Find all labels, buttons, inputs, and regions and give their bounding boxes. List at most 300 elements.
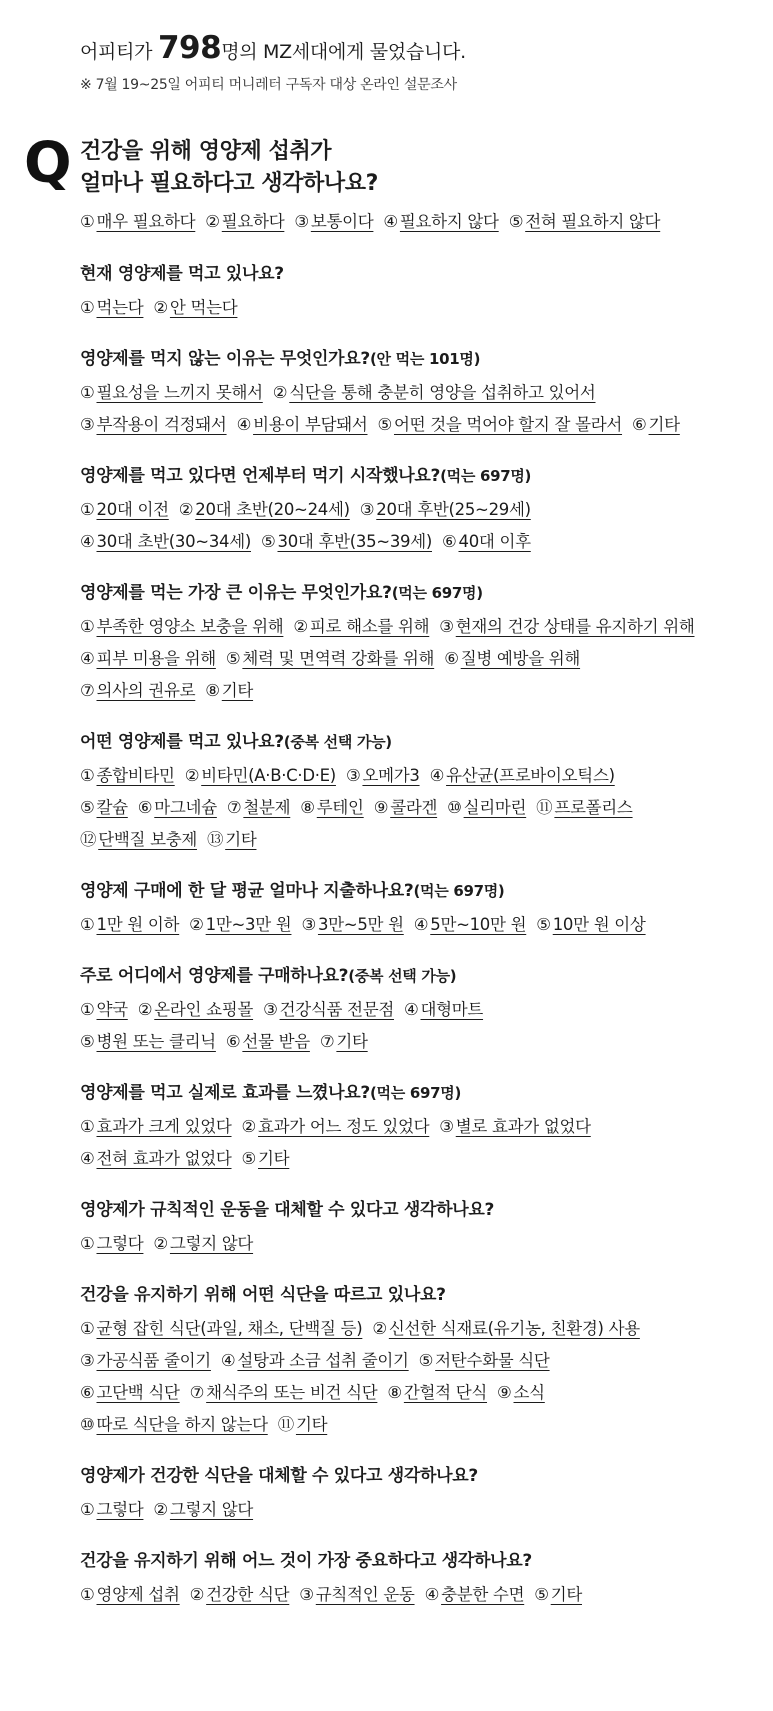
option-line (80, 611, 770, 643)
option-line (80, 1409, 770, 1441)
question-subnote: (중복 선택 가능) (283, 733, 392, 751)
option-number: ③ (359, 500, 375, 519)
option-number: ④ (80, 1149, 95, 1168)
question-title (80, 136, 770, 200)
option-label: 고단백 식단 (96, 1383, 180, 1402)
answer-option[interactable] (442, 526, 531, 558)
answer-option[interactable] (80, 1345, 211, 1377)
option-list (80, 1494, 770, 1526)
option-label: 그렇다 (96, 1500, 144, 1519)
question-title (80, 262, 770, 286)
answer-option[interactable] (263, 994, 394, 1026)
option-number: ① (80, 1319, 95, 1338)
option-list (80, 1313, 770, 1441)
option-number: ② (178, 500, 194, 519)
option-label: 건강한 식단 (206, 1585, 290, 1604)
answer-option[interactable] (226, 643, 434, 675)
answer-option[interactable] (80, 824, 197, 856)
option-number: ② (205, 212, 220, 231)
answer-option[interactable] (242, 1111, 430, 1143)
option-label: 그렇지 않다 (169, 1234, 254, 1253)
option-label: 피부 미용을 위해 (96, 649, 216, 668)
option-list (80, 909, 770, 941)
answer-option[interactable] (153, 292, 237, 324)
question-text: 주로 어디에서 영양제를 구매하나요? (80, 966, 349, 986)
answer-option[interactable] (80, 643, 216, 675)
option-number: ① (80, 383, 95, 402)
option-label: 1만 원 이하 (96, 915, 180, 934)
option-number: ⑤ (534, 1585, 549, 1604)
answer-option[interactable] (80, 526, 251, 558)
question-block (80, 1081, 770, 1175)
question-text: 건강을 유지하기 위해 어떤 식단을 따르고 있나요? (80, 1285, 446, 1305)
question-text: 현재 영양제를 먹고 있나요? (80, 264, 284, 284)
answer-option[interactable] (190, 1377, 378, 1409)
answer-option[interactable] (273, 377, 596, 409)
answer-option[interactable] (80, 494, 169, 526)
option-label: 10만 원 이상 (552, 915, 646, 934)
option-label: 피로 해소를 위해 (309, 617, 430, 636)
option-label: 기타 (295, 1415, 328, 1434)
question-title (80, 1283, 770, 1307)
option-label: 가공식품 줄이기 (96, 1351, 211, 1370)
option-label: 루테인 (316, 798, 364, 817)
option-number: ① (80, 1117, 95, 1136)
answer-option[interactable] (293, 611, 429, 643)
question-title (80, 581, 770, 605)
answer-option[interactable] (299, 1579, 414, 1611)
option-number: ⑬ (206, 830, 224, 849)
option-number: ② (372, 1319, 387, 1338)
answer-option[interactable] (447, 792, 526, 824)
question-block (80, 581, 770, 707)
option-label: 체력 및 면역력 강화를 위해 (242, 649, 435, 668)
answer-option[interactable] (632, 409, 680, 441)
option-number: ⑤ (225, 649, 241, 668)
answer-option[interactable] (425, 1579, 525, 1611)
option-label: 오메가3 (362, 766, 420, 785)
option-list (80, 206, 770, 238)
option-label: 철분제 (243, 798, 291, 817)
option-number: ⑧ (300, 798, 315, 817)
option-number: ② (153, 1500, 168, 1519)
option-line (80, 643, 770, 675)
option-line (80, 675, 770, 707)
option-label: 콜라겐 (390, 798, 438, 817)
question-block (80, 1198, 770, 1260)
answer-option[interactable] (80, 377, 263, 409)
answer-option[interactable] (80, 1579, 180, 1611)
option-line (80, 792, 770, 824)
option-number: ② (184, 766, 200, 785)
answer-option[interactable] (185, 760, 336, 792)
option-number: ⑨ (497, 1383, 512, 1402)
option-label: 칼슘 (96, 798, 128, 817)
option-number: ④ (403, 1000, 419, 1019)
q-mark-logo: Q (24, 131, 72, 196)
option-number: ① (80, 1000, 95, 1019)
option-list (80, 494, 770, 558)
answer-option[interactable] (278, 1409, 327, 1441)
question-text: 영양제를 먹지 않는 이유는 무엇인가요? (80, 349, 370, 369)
option-line (80, 206, 770, 238)
option-label: 대형마트 (420, 1000, 484, 1019)
answer-option[interactable] (226, 1026, 310, 1058)
answer-option[interactable] (227, 792, 290, 824)
answer-option[interactable] (261, 526, 432, 558)
option-label: 기타 (221, 681, 254, 700)
option-number: ③ (301, 915, 316, 934)
option-number: ④ (236, 415, 252, 434)
answer-option[interactable] (497, 1377, 545, 1409)
answer-option[interactable] (179, 494, 350, 526)
option-label: 안 먹는다 (169, 298, 238, 317)
question-title (80, 1464, 770, 1488)
option-label: 별로 효과가 없었다 (455, 1117, 591, 1136)
question-text: 영양제를 먹고 실제로 효과를 느꼈나요? (80, 1083, 370, 1103)
option-number: ① (80, 766, 95, 785)
option-line (80, 494, 770, 526)
answer-option[interactable] (153, 1228, 253, 1260)
question-subnote: (먹는 697명) (370, 1084, 462, 1102)
option-line (80, 994, 770, 1026)
answer-option[interactable] (242, 1143, 290, 1175)
question-block (80, 1283, 770, 1441)
option-number: ① (80, 915, 95, 934)
answer-option[interactable] (300, 792, 363, 824)
option-number: ② (189, 915, 204, 934)
option-label: 필요하다 (221, 212, 285, 231)
option-label: 20대 초반(20~24세) (195, 500, 350, 519)
option-label: 종합비타민 (96, 766, 175, 785)
option-line (80, 292, 770, 324)
option-number: ② (272, 383, 288, 402)
option-label: 필요하지 않다 (399, 212, 499, 231)
option-line (80, 760, 770, 792)
answer-option[interactable] (189, 909, 291, 941)
option-number: ④ (413, 915, 429, 934)
answer-option[interactable] (377, 409, 622, 441)
answer-option[interactable] (80, 1143, 232, 1175)
option-label: 효과가 크게 있었다 (96, 1117, 232, 1136)
option-label: 약국 (96, 1000, 128, 1019)
option-label: 신선한 식재료(유기농, 친환경) 사용 (388, 1319, 640, 1338)
option-line (80, 1313, 770, 1345)
option-label: 비타민(A·B·C·D·E) (201, 766, 336, 785)
option-label: 효과가 어느 정도 있었다 (258, 1117, 430, 1136)
answer-option[interactable] (301, 909, 403, 941)
answer-option[interactable] (237, 409, 368, 441)
option-number: ⑤ (377, 415, 392, 434)
question-list (80, 136, 770, 1634)
option-label: 매우 필요하다 (96, 212, 196, 231)
option-label: 어떤 것을 먹어야 할지 잘 몰라서 (393, 415, 623, 434)
answer-option[interactable] (80, 1228, 143, 1260)
answer-option[interactable] (80, 1409, 268, 1441)
answer-option[interactable] (80, 909, 179, 941)
answer-option[interactable] (419, 1345, 550, 1377)
answer-option[interactable] (80, 1026, 216, 1058)
option-label: 기타 (550, 1585, 582, 1604)
question-block (80, 136, 770, 238)
option-line (80, 909, 770, 941)
option-number: ③ (294, 212, 309, 231)
survey-header (80, 28, 466, 94)
question-text: 영양제 구매에 한 달 평균 얼마나 지출하나요? (80, 881, 414, 901)
option-number: ⑤ (536, 915, 551, 934)
answer-option[interactable] (439, 611, 694, 643)
question-block (80, 730, 770, 856)
answer-option[interactable] (509, 206, 661, 238)
option-line (80, 824, 770, 856)
option-number: ⑪ (277, 1415, 294, 1434)
answer-option[interactable] (294, 206, 373, 238)
option-number: ⑥ (632, 415, 647, 434)
option-number: ③ (80, 1351, 95, 1370)
option-line (80, 1143, 770, 1175)
option-number: ⑥ (442, 532, 457, 551)
option-list (80, 760, 770, 856)
option-list (80, 292, 770, 324)
option-label: 영양제 섭취 (96, 1585, 180, 1604)
option-number: ⑪ (536, 798, 553, 817)
option-number: ① (80, 500, 95, 519)
headline-suffix: 명의 MZ세대에게 물었습니다. (221, 41, 466, 63)
answer-option[interactable] (80, 206, 195, 238)
option-label: 기타 (225, 830, 257, 849)
option-label: 충분한 수면 (441, 1585, 525, 1604)
option-number: ④ (80, 532, 95, 551)
option-label: 의사의 권유로 (96, 681, 196, 700)
answer-option[interactable] (80, 292, 143, 324)
option-list (80, 994, 770, 1058)
answer-option[interactable] (205, 206, 284, 238)
option-number: ⑦ (80, 681, 95, 700)
option-line (80, 1579, 770, 1611)
question-title (80, 347, 770, 371)
answer-option[interactable] (372, 1313, 640, 1345)
answer-option[interactable] (80, 1111, 232, 1143)
question-text: 영양제가 건강한 식단을 대체할 수 있다고 생각하나요? (80, 1466, 478, 1486)
option-number: ④ (424, 1585, 440, 1604)
question-title (80, 1198, 770, 1222)
answer-option[interactable] (383, 206, 498, 238)
option-number: ④ (80, 649, 95, 668)
option-label: 기타 (648, 415, 680, 434)
question-title (80, 1081, 770, 1105)
option-label: 필요성을 느끼지 못해서 (96, 383, 263, 402)
answer-option[interactable] (360, 494, 531, 526)
answer-option[interactable] (404, 994, 483, 1026)
answer-option[interactable] (536, 792, 632, 824)
option-line (80, 409, 770, 441)
answer-option[interactable] (80, 760, 175, 792)
option-label: 병원 또는 클리닉 (96, 1032, 216, 1051)
option-number: ⑦ (189, 1383, 205, 1402)
answer-option[interactable] (190, 1579, 290, 1611)
option-label: 건강식품 전문점 (279, 1000, 394, 1019)
option-number: ⑦ (226, 798, 242, 817)
answer-option[interactable] (439, 1111, 591, 1143)
option-label: 기타 (258, 1149, 290, 1168)
question-block (80, 347, 770, 441)
answer-option[interactable] (205, 675, 253, 707)
option-number: ① (80, 298, 95, 317)
option-list (80, 1579, 770, 1611)
option-number: ① (80, 1234, 95, 1253)
option-number: ⑤ (261, 532, 276, 551)
question-title (80, 464, 770, 488)
option-label: 20대 후반(25~29세) (376, 500, 531, 519)
option-number: ⑥ (80, 1383, 95, 1402)
option-label: 먹는다 (96, 298, 144, 317)
question-block (80, 964, 770, 1058)
answer-option[interactable] (80, 994, 128, 1026)
option-number: ③ (439, 617, 454, 636)
respondent-count: 798 (157, 30, 222, 66)
question-text: 건강을 유지하기 위해 어느 것이 가장 중요하다고 생각하나요? (80, 1551, 532, 1571)
answer-option[interactable] (153, 1494, 253, 1526)
answer-option[interactable] (207, 824, 256, 856)
option-label: 균형 잡힌 식단(과일, 채소, 단백질 등) (96, 1319, 363, 1338)
answer-option[interactable] (138, 792, 217, 824)
survey-note: ※ 7월 19~25일 어피티 머니레터 구독자 대상 온라인 설문조사 (80, 77, 457, 93)
option-number: ④ (429, 766, 445, 785)
option-list (80, 1111, 770, 1175)
answer-option[interactable] (80, 675, 195, 707)
option-number: ② (241, 1117, 257, 1136)
answer-option[interactable] (534, 1579, 582, 1611)
answer-option[interactable] (430, 760, 615, 792)
answer-option[interactable] (80, 611, 283, 643)
answer-option[interactable] (80, 1313, 362, 1345)
question-title-line: 얼마나 필요하다고 생각하나요? (80, 171, 378, 196)
option-number: ③ (80, 415, 95, 434)
option-label: 전혀 필요하지 않다 (525, 212, 661, 231)
option-label: 그렇다 (96, 1234, 144, 1253)
option-label: 선물 받음 (242, 1032, 310, 1051)
option-list (80, 611, 770, 707)
option-number: ③ (299, 1585, 314, 1604)
question-block (80, 262, 770, 324)
option-number: ④ (220, 1351, 236, 1370)
headline (80, 28, 466, 72)
answer-option[interactable] (80, 409, 227, 441)
question-title (80, 964, 770, 988)
option-number: ① (80, 617, 95, 636)
option-number: ⑥ (444, 649, 459, 668)
option-label: 현재의 건강 상태를 유지하기 위해 (455, 617, 695, 636)
answer-option[interactable] (138, 994, 253, 1026)
option-line (80, 526, 770, 558)
option-number: ② (189, 1585, 205, 1604)
question-block (80, 1464, 770, 1526)
option-number: ② (293, 617, 308, 636)
option-label: 채식주의 또는 비건 식단 (206, 1383, 378, 1402)
question-subnote: (먹는 697명) (391, 584, 483, 602)
question-subnote: (안 먹는 101명) (370, 350, 481, 368)
option-label: 5만~10만 원 (430, 915, 527, 934)
option-number: ⑤ (80, 798, 95, 817)
option-label: 따로 식단을 하지 않는다 (96, 1415, 268, 1434)
option-label: 30대 후반(35~39세) (277, 532, 432, 551)
answer-option[interactable] (444, 643, 580, 675)
option-number: ⑨ (373, 798, 389, 817)
option-label: 부작용이 걱정돼서 (96, 415, 227, 434)
question-subnote: (먹는 697명) (440, 467, 532, 485)
option-label: 1만~3만 원 (205, 915, 292, 934)
option-number: ② (153, 1234, 168, 1253)
answer-option[interactable] (80, 1494, 143, 1526)
option-number: ⑤ (241, 1149, 257, 1168)
option-number: ⑩ (80, 1415, 95, 1434)
option-line (80, 1228, 770, 1260)
option-label: 간헐적 단식 (403, 1383, 488, 1402)
option-line (80, 377, 770, 409)
option-label: 기타 (336, 1032, 368, 1051)
option-number: ⑧ (387, 1383, 402, 1402)
option-label: 규칙적인 운동 (315, 1585, 415, 1604)
question-subnote: (먹는 697명) (413, 882, 505, 900)
option-number: ⑫ (80, 830, 97, 849)
question-text: 영양제를 먹는 가장 큰 이유는 무엇인가요? (80, 583, 392, 603)
option-label: 식단을 통해 충분히 영양을 섭취하고 있어서 (289, 383, 596, 402)
option-number: ① (80, 212, 95, 231)
option-number: ⑤ (418, 1351, 434, 1370)
answer-option[interactable] (320, 1026, 368, 1058)
question-text: 영양제를 먹고 있다면 언제부터 먹기 시작했나요? (80, 466, 441, 486)
option-number: ① (80, 1500, 95, 1519)
answer-option[interactable] (80, 792, 128, 824)
answer-option[interactable] (346, 760, 420, 792)
option-label: 30대 초반(30~34세) (96, 532, 251, 551)
option-label: 온라인 쇼핑몰 (154, 1000, 254, 1019)
question-block (80, 464, 770, 558)
question-block (80, 1549, 770, 1611)
option-label: 질병 예방을 위해 (460, 649, 581, 668)
answer-option[interactable] (536, 909, 645, 941)
question-title-line: 건강을 위해 영양제 섭취가 (80, 139, 332, 164)
option-line (80, 1111, 770, 1143)
question-title (80, 879, 770, 903)
option-number: ② (153, 298, 168, 317)
question-text: 어떤 영양제를 먹고 있나요? (80, 732, 284, 752)
option-label: 소식 (513, 1383, 545, 1402)
answer-option[interactable] (221, 1345, 409, 1377)
answer-option[interactable] (387, 1377, 487, 1409)
answer-option[interactable] (414, 909, 526, 941)
question-title (80, 1549, 770, 1573)
option-label: 보통이다 (310, 212, 374, 231)
answer-option[interactable] (80, 1377, 180, 1409)
question-text: 영양제가 규칙적인 운동을 대체할 수 있다고 생각하나요? (80, 1200, 495, 1220)
option-number: ⑧ (205, 681, 220, 700)
option-number: ⑩ (447, 798, 462, 817)
option-number: ③ (439, 1117, 454, 1136)
answer-option[interactable] (374, 792, 437, 824)
option-line (80, 1494, 770, 1526)
option-label: 저탄수화물 식단 (435, 1351, 550, 1370)
option-label: 3만~5만 원 (317, 915, 404, 934)
option-number: ⑥ (225, 1032, 241, 1051)
option-label: 유산균(프로바이오틱스) (446, 766, 615, 785)
option-label: 설탕과 소금 섭취 줄이기 (237, 1351, 409, 1370)
option-label: 비용이 부담돼서 (253, 415, 368, 434)
headline-prefix: 어피티가 (80, 41, 153, 63)
question-block (80, 879, 770, 941)
option-list (80, 1228, 770, 1260)
question-subnote: (중복 선택 가능) (348, 967, 457, 985)
